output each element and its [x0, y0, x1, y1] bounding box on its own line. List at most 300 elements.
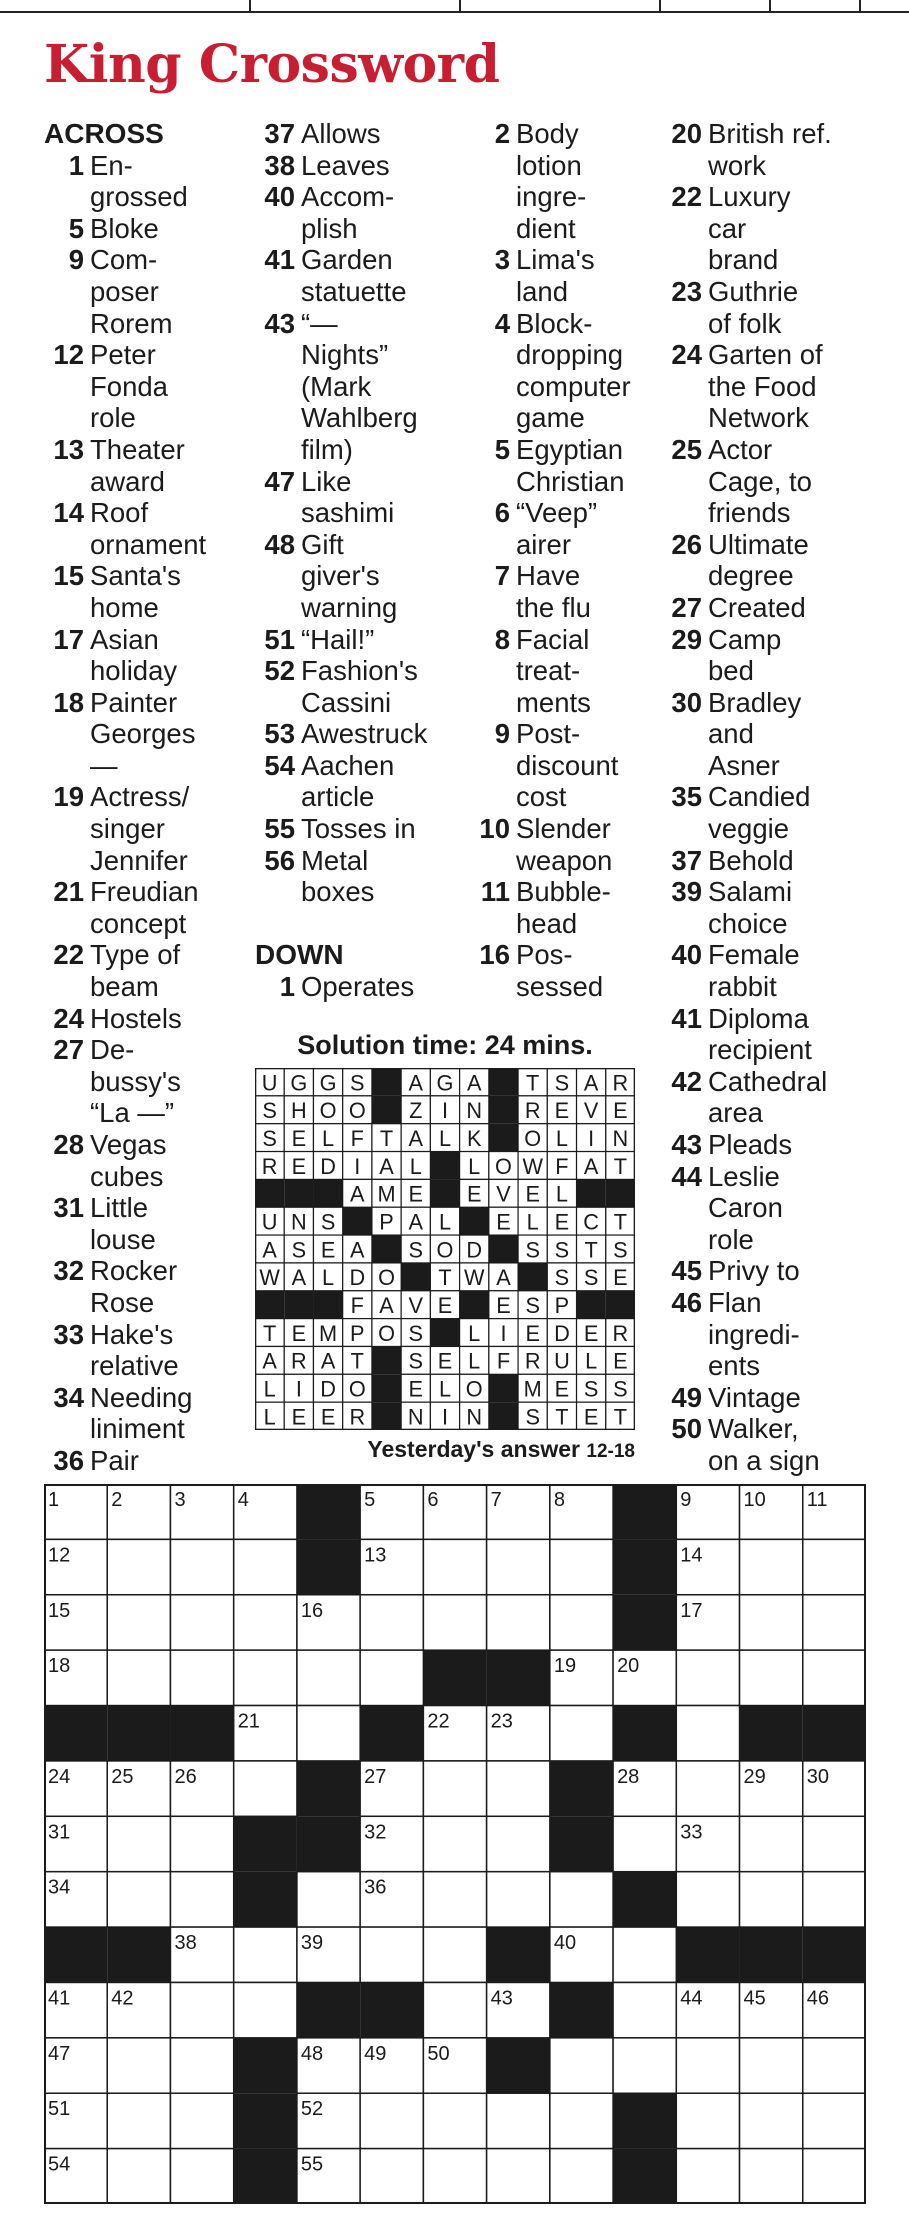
- mini-letter: N: [291, 1209, 307, 1235]
- spacer: [255, 908, 465, 940]
- clue-number: 54: [264, 749, 295, 781]
- cell-number: 21: [237, 1710, 260, 1733]
- cell-number: 34: [48, 1876, 71, 1899]
- clue-text: area: [708, 1097, 764, 1129]
- cell-number: 31: [48, 1821, 71, 1844]
- mini-letter: T: [438, 1265, 452, 1291]
- cell-number: 14: [680, 1544, 703, 1567]
- mini-letter: E: [554, 1098, 570, 1124]
- mini-letter: F: [555, 1153, 569, 1179]
- clue-line: [470, 687, 680, 719]
- grid-cell: [487, 1761, 550, 1816]
- across-clue: [255, 529, 465, 624]
- clue-number: 8: [494, 623, 510, 655]
- down-clue: [470, 939, 680, 1002]
- down-clue: [662, 1413, 907, 1476]
- clue-line: [44, 276, 254, 308]
- clue-number: 15: [53, 560, 84, 592]
- mini-letter: E: [583, 1320, 599, 1346]
- cell-number: 15: [48, 1599, 71, 1622]
- clue-line: [662, 560, 907, 592]
- clue-line: [44, 876, 254, 908]
- cell-number: 27: [364, 1765, 387, 1788]
- cell-number: 3: [174, 1489, 186, 1511]
- clue-text: ents: [708, 1350, 760, 1382]
- clue-line: [470, 592, 680, 624]
- mini-letter: N: [612, 1125, 629, 1151]
- cell-number: 1: [48, 1489, 60, 1511]
- clue-text: Have: [516, 560, 581, 592]
- mini-letter: S: [583, 1265, 599, 1291]
- grid-cell: [613, 1927, 676, 1982]
- clue-line: [662, 908, 907, 940]
- mini-letter: L: [322, 1265, 335, 1291]
- clue-line: [44, 624, 254, 656]
- clue-line: [255, 497, 465, 529]
- clue-line: [662, 339, 907, 371]
- grid-cell: [740, 2149, 803, 2204]
- mini-letter: O: [348, 1098, 366, 1124]
- grid-cell: [676, 1872, 739, 1927]
- grid-cell: [550, 2038, 613, 2093]
- clue-column-2: [255, 118, 465, 1003]
- mini-letter: A: [379, 1153, 394, 1179]
- clue-line: [44, 339, 254, 371]
- clue-text: grossed: [90, 181, 188, 213]
- grid-cell: [740, 1816, 803, 1871]
- grid-cell: [740, 1650, 803, 1705]
- clue-number: 25: [671, 433, 702, 465]
- mini-letter: A: [320, 1348, 336, 1374]
- clue-text: veggie: [708, 813, 790, 845]
- cell-number: 38: [174, 1932, 197, 1955]
- clue-text: Rocker: [90, 1255, 178, 1287]
- mini-letter: L: [526, 1209, 539, 1235]
- clue-line: [470, 655, 680, 687]
- clue-number: 53: [264, 718, 295, 750]
- mini-letter: T: [613, 1404, 628, 1430]
- mini-letter: A: [350, 1237, 365, 1263]
- mini-letter: L: [468, 1153, 481, 1179]
- mini-letter: L: [468, 1348, 481, 1374]
- down-clue: [662, 339, 907, 434]
- clue-line: [44, 308, 254, 340]
- mini-letter: U: [261, 1070, 278, 1096]
- clue-number: 2: [494, 118, 510, 149]
- mini-black-square: [430, 1319, 459, 1347]
- clue-text: ments: [516, 686, 591, 718]
- clue-text: award: [90, 465, 165, 497]
- mini-letter: A: [262, 1348, 277, 1374]
- grid-black-square: [423, 1650, 486, 1705]
- cell-number: 50: [427, 2042, 450, 2065]
- clue-text: land: [516, 275, 568, 307]
- across-clue: [44, 339, 254, 434]
- cell-number: 12: [48, 1544, 71, 1567]
- mini-letter: E: [291, 1404, 307, 1430]
- cell-number: 4: [237, 1489, 249, 1511]
- mini-letter: E: [408, 1376, 424, 1402]
- clue-line: [255, 624, 465, 656]
- cell-number: 45: [743, 1987, 766, 2010]
- clue-text: Bubble-: [516, 876, 611, 908]
- clue-line: [662, 244, 907, 276]
- clue-text: Little: [90, 1192, 149, 1224]
- cell-number: 17: [680, 1599, 703, 1622]
- mini-letter: T: [262, 1320, 277, 1346]
- mini-letter: L: [322, 1125, 335, 1151]
- across-clue: [44, 1192, 254, 1255]
- clue-line: [255, 213, 465, 245]
- cell-number: 5: [364, 1489, 376, 1511]
- clue-line: [44, 1445, 254, 1477]
- across-clue: [255, 244, 465, 307]
- clue-text: Pos-: [516, 939, 573, 971]
- mini-letter: E: [466, 1181, 482, 1207]
- clue-text: Pair: [90, 1444, 139, 1476]
- clue-text: “—: [301, 307, 338, 339]
- clue-line: [44, 466, 254, 498]
- clue-line: [44, 1192, 254, 1224]
- across-clue: [44, 1445, 254, 1477]
- clue-text: beam: [90, 971, 159, 1003]
- mini-letter: T: [526, 1070, 540, 1096]
- mini-letter: S: [291, 1237, 307, 1263]
- clue-line: [662, 213, 907, 245]
- down-clue: [662, 939, 907, 1002]
- clue-text: —: [90, 749, 118, 781]
- clue-line: [44, 655, 254, 687]
- clue-line: [662, 750, 907, 782]
- clue-line: [470, 213, 680, 245]
- cell-number: 44: [680, 1987, 703, 2010]
- clue-number: 56: [264, 844, 295, 876]
- mini-letter: M: [523, 1376, 542, 1402]
- mini-letter: V: [583, 1098, 599, 1124]
- clue-number: 36: [53, 1444, 84, 1476]
- grid-black-square: [297, 1982, 360, 2037]
- clue-line: [255, 781, 465, 813]
- mini-letter: S: [262, 1125, 277, 1151]
- mini-letter: H: [291, 1098, 307, 1124]
- clue-text: louse: [90, 1223, 156, 1255]
- cell-number: 42: [111, 1987, 134, 2010]
- clue-text: head: [516, 907, 578, 939]
- mini-letter: S: [262, 1098, 277, 1124]
- mini-letter: S: [554, 1237, 570, 1263]
- mini-letter: P: [379, 1209, 394, 1235]
- grid-cell: [803, 1595, 866, 1650]
- top-rule: [0, 0, 909, 14]
- grid-cell: [234, 1927, 297, 1982]
- cell-number: 19: [553, 1655, 577, 1678]
- clue-line: [44, 1003, 254, 1035]
- grid-black-square: [613, 1872, 676, 1927]
- across-clue: [44, 939, 254, 1002]
- mini-letter: V: [408, 1293, 424, 1319]
- clue-text: Accom-: [301, 181, 395, 213]
- mini-letter: G: [436, 1070, 454, 1096]
- grid-black-square: [107, 1706, 170, 1761]
- grid-cell: [423, 1816, 486, 1871]
- mini-black-square: [577, 1179, 606, 1207]
- clue-text: Com-: [90, 244, 158, 276]
- clue-text: Asner: [708, 749, 780, 781]
- clue-line: [44, 750, 254, 782]
- grid-cell: [360, 2149, 423, 2204]
- across-clue: [255, 750, 465, 813]
- cell-number: 9: [680, 1489, 692, 1511]
- grid-cell: [107, 1595, 170, 1650]
- clue-number: 37: [264, 118, 295, 149]
- clue-line: [470, 276, 680, 308]
- clue-line: [44, 1034, 254, 1066]
- clue-text: Slender: [516, 813, 611, 845]
- down-clue: [662, 1066, 907, 1129]
- grid-cell: [550, 1872, 613, 1927]
- grid-cell: [170, 1872, 233, 1927]
- clue-number: 46: [671, 1286, 702, 1318]
- mini-letter: A: [583, 1070, 599, 1096]
- clue-number: 50: [671, 1413, 702, 1445]
- clue-text: Georges: [90, 718, 196, 750]
- clue-text: Diploma: [708, 1002, 809, 1034]
- across-clue: [255, 308, 465, 466]
- grid-cell: [740, 1539, 803, 1594]
- clue-text: “Veep”: [516, 497, 598, 529]
- grid-black-square: [740, 1706, 803, 1761]
- clue-line: [44, 971, 254, 1003]
- grid-black-square: [360, 1706, 423, 1761]
- cell-number: 46: [806, 1987, 830, 2010]
- mini-letter: T: [379, 1125, 394, 1151]
- across-clue: [44, 1382, 254, 1445]
- mini-letter: S: [613, 1237, 628, 1263]
- grid-black-square: [487, 1650, 550, 1705]
- mini-letter: E: [437, 1293, 453, 1319]
- clue-text: Fashion's: [301, 655, 418, 687]
- mini-letter: D: [466, 1237, 483, 1263]
- across-clue: [44, 434, 254, 497]
- grid-cell: [423, 1982, 486, 2037]
- mini-letter: E: [525, 1320, 540, 1346]
- mini-black-square: [255, 1291, 284, 1319]
- across-clue: [255, 813, 465, 845]
- grid-cell: [234, 1761, 297, 1816]
- mini-letter: S: [613, 1376, 628, 1402]
- down-clues-part-1: [255, 971, 465, 1003]
- mini-letter: W: [463, 1265, 485, 1291]
- clue-line: [255, 308, 465, 340]
- clue-line: [44, 1287, 254, 1319]
- clue-text: Flan: [708, 1286, 762, 1318]
- mini-letter: L: [585, 1348, 598, 1374]
- cell-number: 8: [553, 1489, 565, 1511]
- grid-cell: [107, 2149, 170, 2204]
- grid-cell: [740, 1872, 803, 1927]
- clue-line: [255, 371, 465, 403]
- mini-letter: T: [584, 1237, 598, 1263]
- mini-letter: R: [524, 1098, 541, 1124]
- clue-text: Hake's: [90, 1318, 174, 1350]
- clue-line: [662, 1382, 907, 1414]
- clue-number: 41: [671, 1002, 702, 1034]
- clue-line: [44, 1224, 254, 1256]
- clue-text: Bradley: [708, 686, 802, 718]
- across-clue: [255, 718, 465, 750]
- grid-cell: [423, 1872, 486, 1927]
- clue-number: 51: [264, 623, 295, 655]
- mini-letter: L: [555, 1181, 568, 1207]
- clue-text: ingredi-: [708, 1318, 800, 1350]
- clue-text: Nights”: [301, 339, 389, 371]
- clue-text: Cassini: [301, 686, 392, 718]
- cell-number: 30: [806, 1765, 830, 1788]
- mini-black-square: [606, 1179, 635, 1207]
- mini-black-square: [401, 1263, 430, 1291]
- grid-cell: [487, 1595, 550, 1650]
- clue-text: poser: [90, 275, 159, 307]
- clue-line: [255, 118, 465, 150]
- grid-cell: [423, 1595, 486, 1650]
- down-clue: [662, 1003, 907, 1066]
- mini-letter: G: [319, 1070, 337, 1096]
- clue-line: [44, 181, 254, 213]
- clue-line: [470, 244, 680, 276]
- mini-letter: A: [583, 1153, 599, 1179]
- yesterday-answer-caption: [255, 1434, 635, 1467]
- cell-number: 18: [48, 1655, 71, 1678]
- across-clue: [44, 150, 254, 213]
- down-heading: DOWN: [255, 939, 344, 971]
- clue-line: [44, 1413, 254, 1445]
- mini-letter: R: [349, 1404, 366, 1430]
- mini-black-square: [372, 1068, 401, 1096]
- solution-time: Solution time: 24 mins.: [297, 1030, 593, 1060]
- clue-text: Facial: [516, 623, 590, 655]
- clue-line: [662, 1350, 907, 1382]
- clue-text: holiday: [90, 655, 178, 687]
- clue-text: sashimi: [301, 497, 395, 529]
- mini-letter: E: [583, 1404, 599, 1430]
- mini-letter: F: [496, 1348, 511, 1374]
- clue-number: 29: [671, 623, 702, 655]
- grid-black-square: [234, 1816, 297, 1871]
- clue-text: choice: [708, 907, 788, 939]
- clue-text: Rorem: [90, 307, 173, 339]
- cell-number: 51: [48, 2098, 71, 2121]
- clue-number: 10: [479, 813, 510, 845]
- clue-text: Created: [708, 591, 806, 623]
- clue-line: [255, 876, 465, 908]
- grid-black-square: [234, 2093, 297, 2148]
- mini-letter: A: [408, 1125, 424, 1151]
- mini-letter: L: [468, 1320, 481, 1346]
- mini-black-square: [460, 1207, 489, 1235]
- clue-text: rabbit: [708, 971, 777, 1003]
- down-clue: [662, 845, 907, 877]
- clue-number: 22: [53, 939, 84, 971]
- mini-letter: E: [496, 1293, 511, 1319]
- grid-cell: [170, 1982, 233, 2037]
- mini-letter: R: [612, 1070, 629, 1096]
- mini-letter: L: [555, 1125, 568, 1151]
- clue-number: 34: [53, 1381, 84, 1413]
- mini-letter: S: [350, 1070, 365, 1096]
- clue-line: [470, 624, 680, 656]
- grid-cell: [297, 1706, 360, 1761]
- clue-text: home: [90, 591, 159, 623]
- clue-text: brand: [708, 244, 779, 276]
- cell-number: 28: [617, 1765, 640, 1788]
- clue-line: [662, 118, 907, 150]
- clue-line: [662, 687, 907, 719]
- clue-text: sessed: [516, 971, 604, 1003]
- grid-black-square: [170, 1706, 233, 1761]
- mini-black-square: [313, 1179, 342, 1207]
- mini-black-square: [284, 1291, 313, 1319]
- grid-cell: [423, 2093, 486, 2148]
- yesterday-answer-grid: [255, 1068, 635, 1430]
- clue-number: 1: [279, 971, 295, 1003]
- clue-number: 23: [671, 275, 702, 307]
- clue-text: Behold: [708, 844, 794, 876]
- clue-line: [662, 1319, 907, 1351]
- clue-text: weapon: [516, 844, 613, 876]
- mini-letter: K: [466, 1125, 482, 1151]
- clue-number: 26: [671, 528, 702, 560]
- clue-number: 28: [53, 1129, 84, 1160]
- clue-number: 44: [671, 1160, 702, 1192]
- clue-line: [662, 276, 907, 308]
- grid-cell: [360, 1927, 423, 1982]
- mini-letter: M: [319, 1320, 338, 1346]
- clue-number: 40: [264, 181, 295, 213]
- clue-number: 3: [494, 244, 510, 276]
- across-clue: [44, 1319, 254, 1382]
- clue-text: Bloke: [90, 212, 159, 244]
- clue-number: 38: [264, 149, 295, 181]
- mini-black-square: [255, 1179, 284, 1207]
- grid-cell: [676, 2038, 739, 2093]
- mini-letter: I: [441, 1404, 449, 1430]
- down-clue: [470, 718, 680, 813]
- clue-line: [255, 244, 465, 276]
- clue-text: Leaves: [301, 149, 390, 181]
- mini-letter: S: [525, 1237, 540, 1263]
- clue-text: Operates: [301, 971, 415, 1003]
- cell-number: 32: [364, 1821, 387, 1844]
- clue-text: Theater: [90, 433, 185, 465]
- grid-cell: [170, 1650, 233, 1705]
- mini-letter: T: [613, 1153, 628, 1179]
- clue-number: 45: [671, 1255, 702, 1287]
- clue-text: bussy's: [90, 1065, 181, 1097]
- mini-black-square: [313, 1291, 342, 1319]
- cell-number: 43: [490, 1987, 513, 2010]
- grid-cell: [170, 2038, 233, 2093]
- down-clue: [470, 560, 680, 623]
- cell-number: 2: [111, 1489, 123, 1511]
- grid-black-square: [676, 1927, 739, 1982]
- down-clue: [662, 434, 907, 529]
- clue-line: [470, 876, 680, 908]
- clue-line: [662, 1161, 907, 1193]
- across-clue: [255, 466, 465, 529]
- clue-line: [44, 213, 254, 245]
- mini-letter: E: [408, 1181, 424, 1207]
- clue-text: Walker,: [708, 1413, 799, 1445]
